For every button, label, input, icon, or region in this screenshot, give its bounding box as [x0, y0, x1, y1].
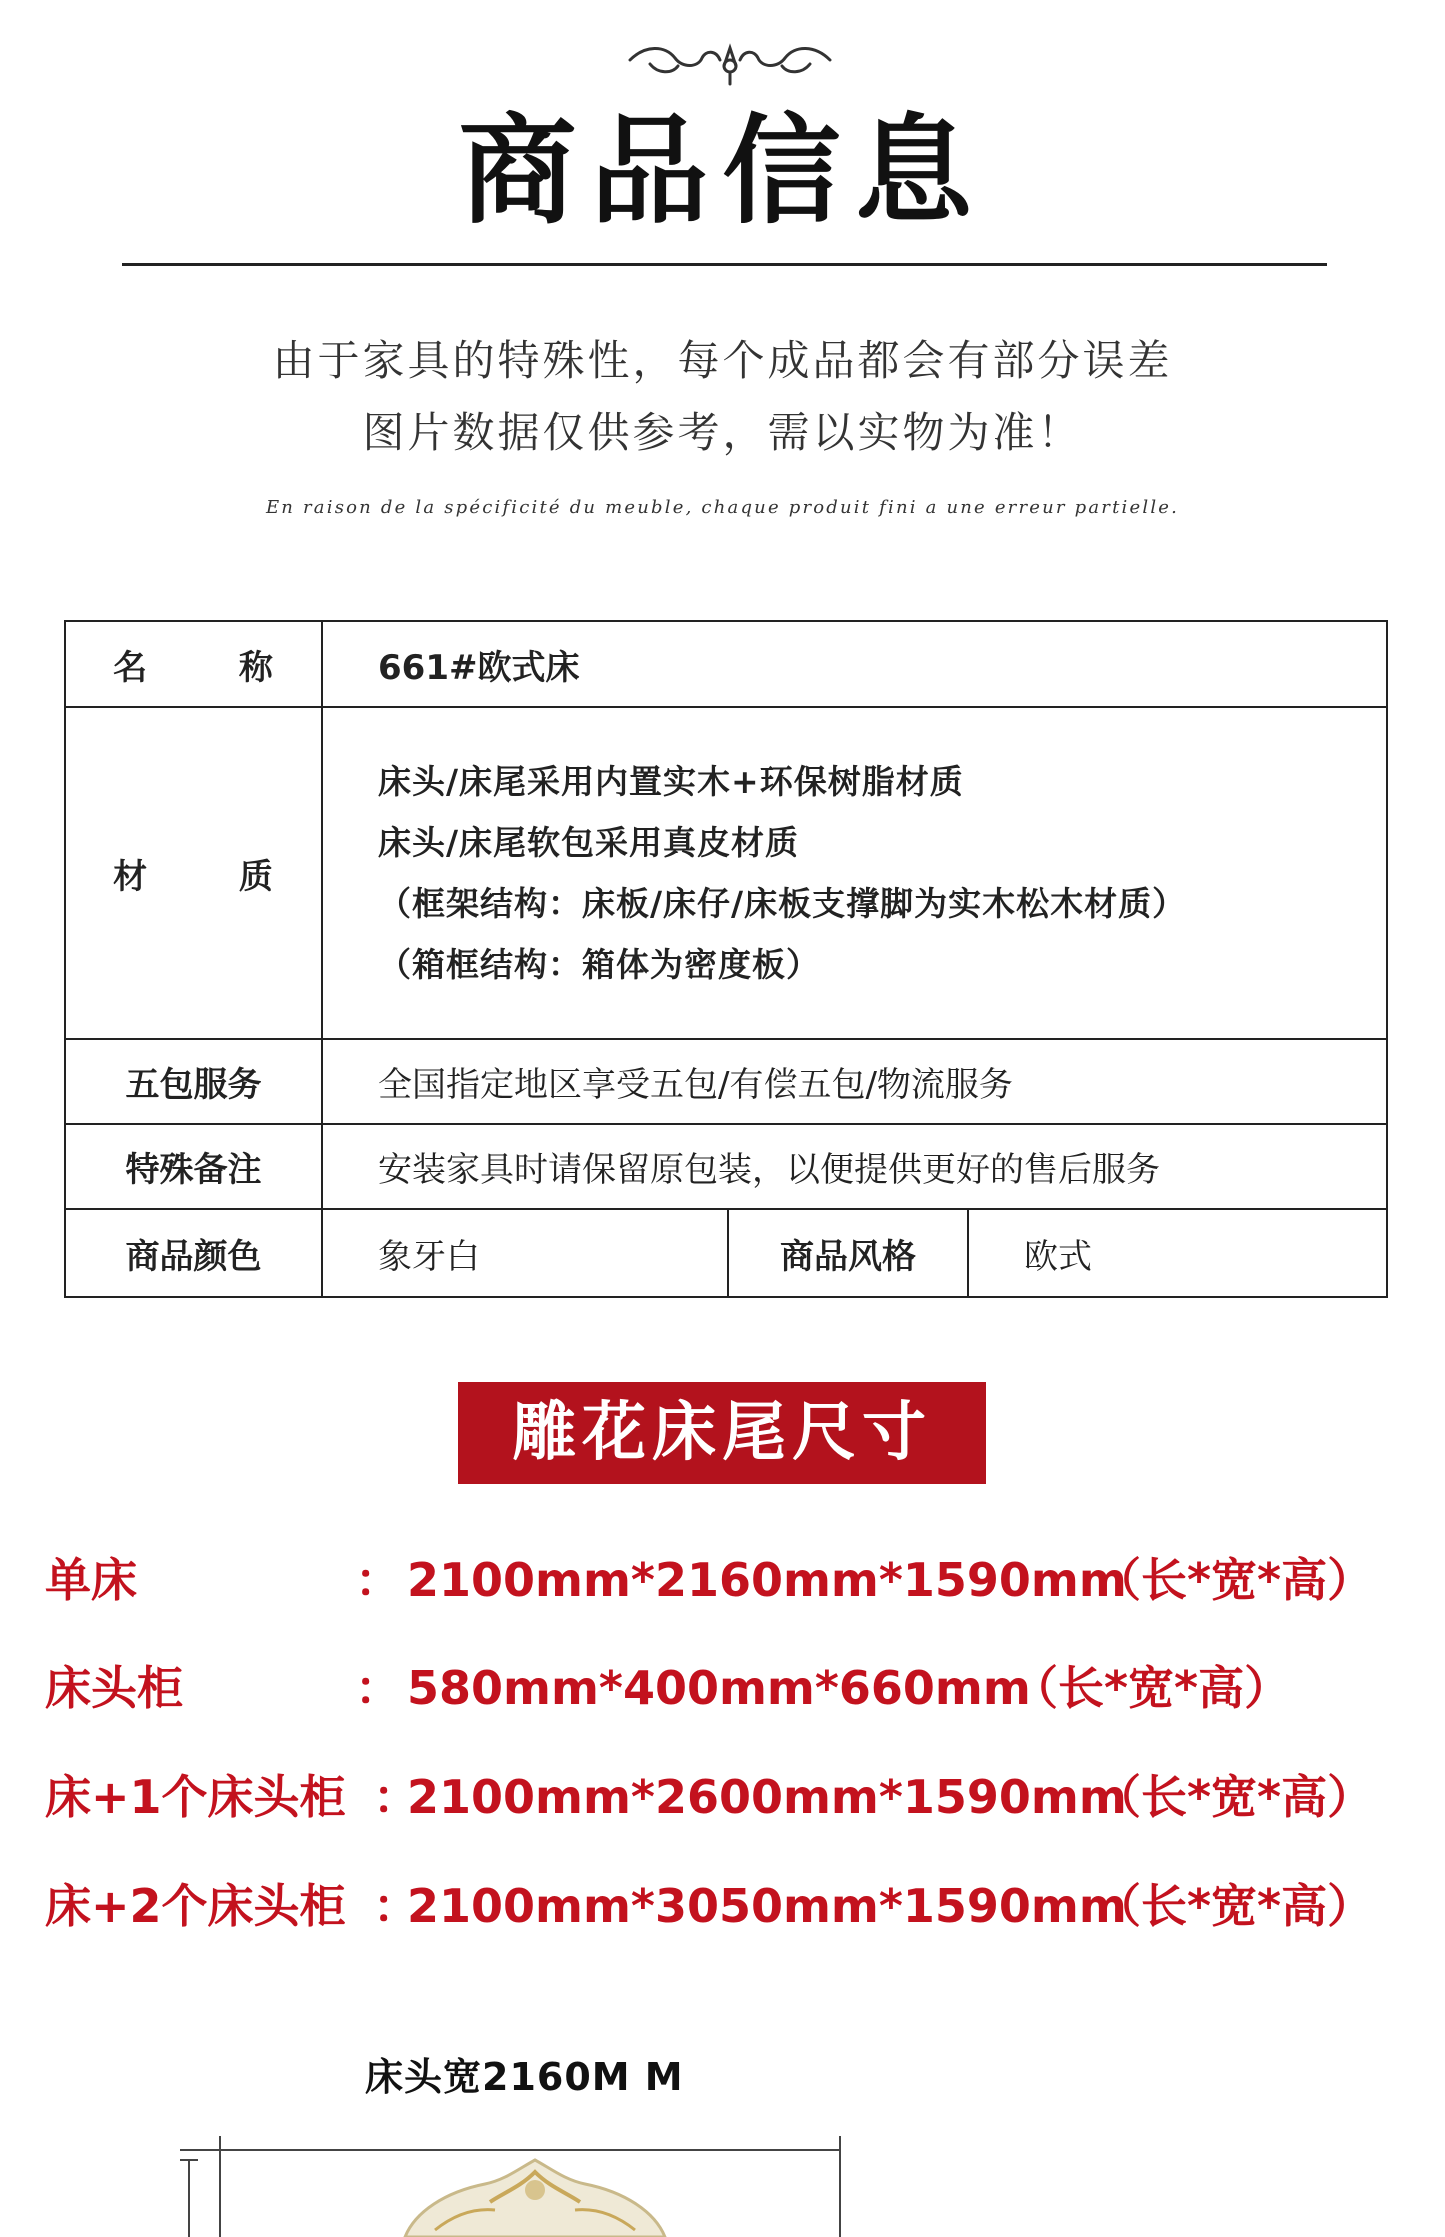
size-row-dimensions: 580mm*400mm*660mm: [407, 1661, 1031, 1715]
size-row: [45, 1762, 1415, 1832]
table-row-service: [65, 1039, 1387, 1124]
color-label: 商品颜色: [65, 1209, 322, 1297]
remark-value: 安装家具时请保留原包装，以便提供更好的售后服务: [322, 1124, 1387, 1209]
table-row-remark: [65, 1124, 1387, 1209]
material-value: [322, 707, 1387, 1039]
size-row-colon: ：: [373, 1770, 419, 1824]
page-title: 商品信息: [458, 101, 987, 240]
size-row-label: 床+2个床头柜: [45, 1879, 346, 1933]
notice-line-2: 图片数据仅供参考，需以实物为准！: [362, 408, 1083, 457]
bed-diagram: [175, 2132, 855, 2237]
size-row-unit: （长*宽*高）: [1012, 1661, 1291, 1715]
size-row: [45, 1653, 1415, 1723]
size-row-unit: （长*宽*高）: [1095, 1553, 1374, 1607]
table-row-name: [65, 621, 1387, 707]
material-line: 床头/床尾软包采用真皮材质: [378, 823, 800, 862]
size-section-banner: 雕花床尾尺寸: [458, 1382, 986, 1484]
size-row-dimensions: 2100mm*2160mm*1590mm: [407, 1553, 1127, 1607]
table-row-material: [65, 707, 1387, 1039]
size-row-dimensions: 2100mm*2600mm*1590mm: [407, 1770, 1127, 1824]
service-value: 全国指定地区享受五包/有偿五包/物流服务: [322, 1039, 1387, 1124]
material-line: （框架结构：床板/床仔/床板支撑脚为实木松木材质）: [378, 884, 1187, 923]
material-line: （箱框结构：箱体为密度板）: [378, 945, 820, 984]
name-value: 661#欧式床: [322, 621, 1387, 707]
size-row: [45, 1871, 1415, 1941]
remark-label: 特殊备注: [65, 1124, 322, 1209]
size-row-unit: （长*宽*高）: [1095, 1770, 1374, 1824]
decorative-scroll-icon: [620, 30, 840, 90]
headboard-width-label: 床头宽2160M M: [365, 2055, 684, 2099]
product-info-table: [64, 620, 1388, 1298]
size-row-colon: ：: [355, 1553, 401, 1607]
size-row-colon: ：: [373, 1879, 419, 1933]
notice-french: En raison de la spécificité du meuble, chaque produit fini a une erreur partielle.: [265, 497, 1180, 518]
name-label: 名 称: [65, 621, 322, 707]
title-divider: [122, 263, 1327, 266]
size-row-colon: ：: [355, 1661, 401, 1715]
size-row-dimensions: 2100mm*3050mm*1590mm: [407, 1879, 1127, 1933]
bed-headboard-image: [405, 2160, 665, 2237]
service-label: 五包服务: [65, 1039, 322, 1124]
size-row-label: 床+1个床头柜: [45, 1770, 346, 1824]
style-value: 欧式: [968, 1209, 1387, 1297]
material-label: 材 质: [65, 707, 322, 1039]
table-row-color-style: [65, 1209, 1387, 1297]
material-line: 床头/床尾采用内置实木+环保树脂材质: [378, 762, 964, 801]
size-row-label: 单床: [45, 1553, 137, 1607]
color-value: 象牙白: [322, 1209, 728, 1297]
size-row: [45, 1545, 1415, 1615]
style-label: 商品风格: [728, 1209, 968, 1297]
size-row-label: 床头柜: [45, 1661, 183, 1715]
size-row-unit: （长*宽*高）: [1095, 1879, 1374, 1933]
notice-line-1: 由于家具的特殊性，每个成品都会有部分误差: [272, 336, 1173, 385]
